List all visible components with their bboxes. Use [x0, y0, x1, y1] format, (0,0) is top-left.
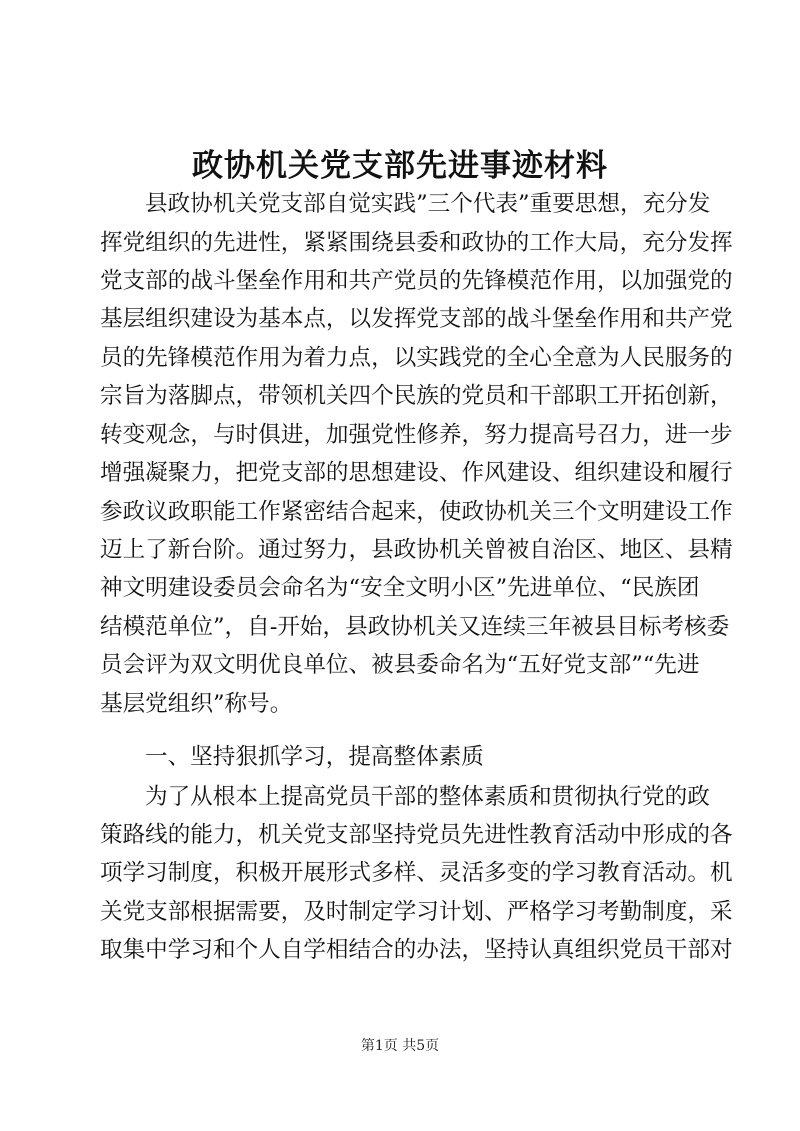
paragraph1-line: 转变观念，与时俱进，加强党性修养，努力提高号召力，进一步 — [100, 422, 733, 448]
paragraph1-line: 基层党组织”称号。 — [100, 691, 293, 717]
paragraph1-line: 参政议政职能工作紧密结合起来，使政协机关三个文明建设工作 — [100, 499, 733, 525]
paragraph1-line: 党支部的战斗堡垒作用和共产党员的先锋模范作用，以加强党的 — [100, 268, 733, 294]
paragraph1-line: 县政协机关党支部自觉实践”三个代表”重要思想，充分发 — [145, 191, 711, 217]
paragraph1-line: 基层组织建设为基本点，以发挥党支部的战斗堡垒作用和共产党 — [100, 306, 733, 332]
section-heading: 一、坚持狠抓学习，提高整体素质 — [145, 744, 484, 770]
document-title: 政协机关党支部先进事迹材料 — [192, 148, 608, 184]
paragraph1-line: 宗旨为落脚点，带领机关四个民族的党员和干部职工开拓创新， — [100, 383, 733, 409]
paragraph1-line: 员的先锋模范作用为着力点，以实践党的全心全意为人民服务的 — [100, 345, 733, 371]
page-number-footer: 第1页 共5页 — [360, 1038, 440, 1054]
paragraph1-line: 挥党组织的先进性，紧紧围绕县委和政协的工作大局，充分发挥 — [100, 230, 733, 256]
paragraph1-line: 迈上了新台阶。通过努力，县政协机关曾被自治区、地区、县精 — [100, 537, 733, 563]
paragraph2-line: 关党支部根据需要，及时制定学习计划、严格学习考勤制度，采 — [100, 899, 733, 925]
paragraph2-line: 项学习制度，积极开展形式多样、灵活多变的学习教育活动。机 — [100, 860, 733, 886]
paragraph1-line: 员会评为双文明优良单位、被县委命名为“五好党支部”“先进 — [100, 652, 700, 678]
paragraph2-line: 策路线的能力，机关党支部坚持党员先进性教育活动中形成的各 — [100, 822, 733, 848]
paragraph1-line: 增强凝聚力，把党支部的思想建设、作风建设、组织建设和履行 — [100, 460, 733, 486]
paragraph1-line: 结模范单位”，自-开始，县政协机关又连续三年被县目标考核委 — [100, 614, 730, 640]
paragraph2-line: 为了从根本上提高党员干部的整体素质和贯彻执行党的政 — [145, 784, 710, 810]
paragraph2-line: 取集中学习和个人自学相结合的办法，坚持认真组织党员干部对 — [100, 937, 733, 963]
paragraph1-line: 神文明建设委员会命名为“安全文明小区”先进单位、“民族团 — [100, 575, 700, 601]
